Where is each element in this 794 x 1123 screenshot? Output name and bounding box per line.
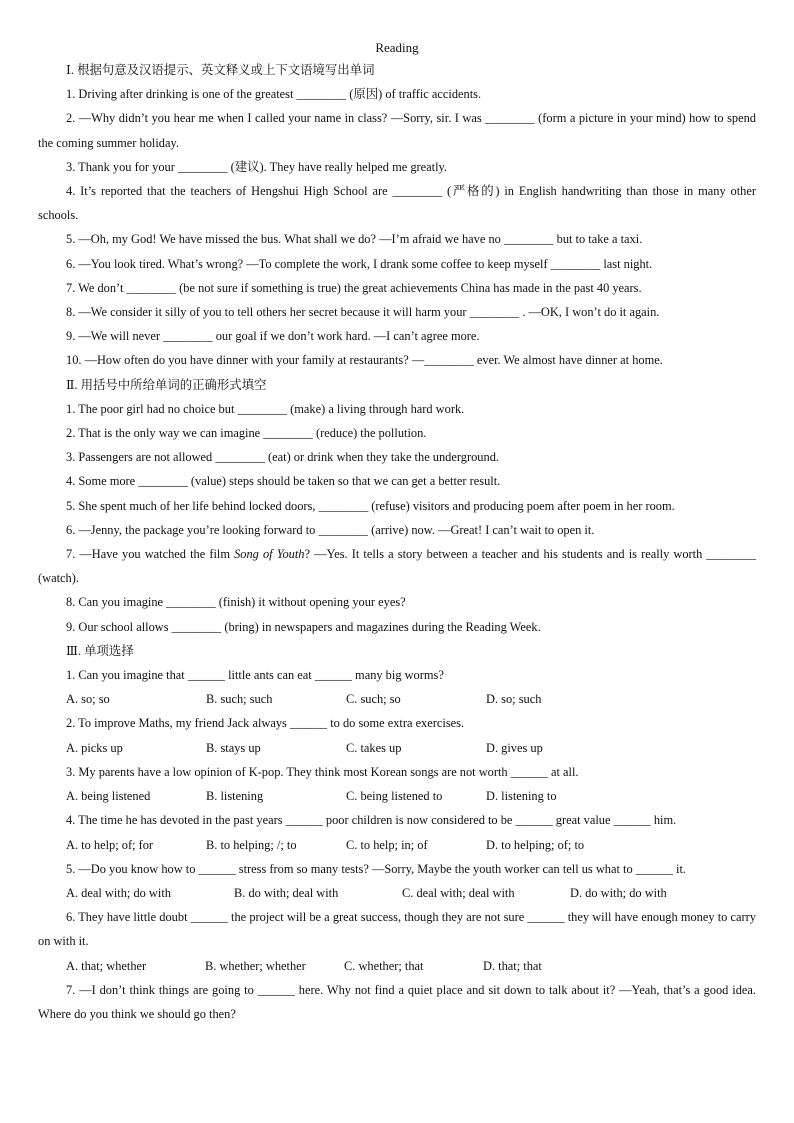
s1-item-5: 5. —Oh, my God! We have missed the bus. What shall we do? —I’m afraid we have no ________ but to take a taxi. (66, 232, 643, 247)
mc-question-1: 1. Can you imagine that ______ little ants can eat ______ many big worms? (66, 668, 444, 683)
mc-question-5: 5. —Do you know how to ______ stress from so many tests? —Sorry, Maybe the youth worker can tell us what to ______ it. (66, 861, 687, 876)
option-c: C. being listened to (346, 789, 443, 804)
mc-question-3: 3. My parents have a low opinion of K-pop. They think most Korean songs are not worth ______ at all. (66, 764, 579, 779)
mc-options-2 (38, 736, 756, 760)
option-a: A. so; so (66, 692, 110, 707)
option-b: B. such; such (206, 692, 273, 707)
document-title: Reading (375, 40, 419, 55)
option-c: C. to help; in; of (346, 837, 428, 852)
section-3-heading: Ⅲ. 单项选择 (66, 643, 134, 658)
s2-item-7-before: 7. —Have you watched the film (66, 547, 235, 562)
option-d: D. so; such (486, 692, 542, 707)
s1-item-1: 1. Driving after drinking is one of the greatest ________ (原因) of traffic accidents. (66, 87, 482, 102)
s2-item-1: 1. The poor girl had no choice but ________ (make) a living through hard work. (66, 401, 465, 416)
mc-question-2: 2. To improve Maths, my friend Jack always ______ to do some extra exercises. (66, 716, 465, 731)
s2-item-8: 8. Can you imagine ________ (finish) it without opening your eyes? (66, 595, 406, 610)
mc-question-4: 4. The time he has devoted in the past years ______ poor children is now considered to be ______ great value ______ him. (66, 813, 677, 828)
option-d: D. do with; do with (570, 885, 667, 900)
s1-item-6: 6. —You look tired. What’s wrong? —To complete the work, I drank some coffee to keep myself ________ last night. (66, 256, 653, 271)
option-c: C. deal with; deal with (402, 885, 515, 900)
option-b: B. whether; whether (205, 958, 306, 973)
s2-item-9: 9. Our school allows ________ (bring) in newspapers and magazines during the Reading Week. (66, 619, 541, 634)
document-page (38, 38, 756, 1026)
s2-item-4: 4. Some more ________ (value) steps should be taken so that we can get a better result. (66, 474, 501, 489)
option-c: C. takes up (346, 740, 402, 755)
option-d: D. that; that (483, 958, 542, 973)
option-a: A. being listened (66, 789, 151, 804)
mc-question-6: 6. They have little doubt ______ the project will be a great success, though they are not sure ______ they will have enough money to carry on with it. (38, 910, 756, 949)
mc-options-3 (38, 784, 756, 808)
mc-question-7: 7. —I don’t think things are going to ______ here. Why not find a quiet place and sit down to talk about it? —Yeah, that’s a good idea. Where do you think we should go then? (38, 982, 756, 1021)
mc-options-4 (38, 833, 756, 857)
section-1-heading: Ⅰ. 根据句意及汉语提示、英文释义或上下文语境写出单词 (66, 63, 375, 77)
s2-item-7-after: ? —Yes. It tells a story between a teacher and his students and is really worth ________ (watch). (38, 547, 756, 586)
s2-item-2: 2. That is the only way we can imagine ________ (reduce) the pollution. (66, 426, 427, 441)
option-a: A. picks up (66, 740, 123, 755)
mc-options-1 (38, 687, 756, 711)
option-b: B. to helping; /; to (206, 837, 297, 852)
s1-item-10: 10. —How often do you have dinner with your family at restaurants? —________ ever. We almost have dinner at home. (66, 353, 663, 368)
option-a: A. deal with; do with (66, 885, 171, 900)
mc-options-6 (38, 954, 756, 978)
option-c: C. whether; that (344, 958, 424, 973)
s2-item-3: 3. Passengers are not allowed ________ (eat) or drink when they take the underground. (66, 450, 499, 465)
s2-item-7 (38, 542, 756, 590)
s1-item-4: 4. It’s reported that the teachers of Hengshui High School are ________ (严格的) in English handwriting than those in many other schools. (38, 184, 756, 223)
option-a: A. to help; of; for (66, 837, 154, 852)
option-c: C. such; so (346, 692, 401, 707)
s1-item-3: 3. Thank you for your ________ (建议). They have really helped me greatly. (66, 159, 448, 174)
option-d: D. to helping; of; to (486, 837, 585, 852)
s2-item-6: 6. —Jenny, the package you’re looking forward to ________ (arrive) now. —Great! I can’t wait to open it. (66, 522, 595, 537)
s1-item-8: 8. —We consider it silly of you to tell others her secret because it will harm your ________ . —OK, I won’t do it again. (66, 305, 660, 320)
option-b: B. listening (206, 789, 264, 804)
s1-item-2: 2. —Why didn’t you hear me when I called your name in class? —Sorry, sir. I was ________ (form a picture in your mind) how to spend the coming summer holiday. (38, 111, 756, 150)
film-title: Song of Youth (234, 547, 305, 562)
option-b: B. do with; deal with (234, 885, 339, 900)
option-b: B. stays up (206, 740, 261, 755)
s1-item-9: 9. —We will never ________ our goal if we don’t work hard. —I can’t agree more. (66, 329, 480, 344)
mc-options-5 (38, 881, 756, 905)
s1-item-7: 7. We don’t ________ (be not sure if something is true) the great achievements China has made in the past 40 years. (66, 280, 642, 295)
option-a: A. that; whether (66, 958, 147, 973)
section-2-heading: Ⅱ. 用括号中所给单词的正确形式填空 (66, 377, 267, 392)
option-d: D. gives up (486, 740, 543, 755)
option-d: D. listening to (486, 789, 557, 804)
s2-item-5: 5. She spent much of her life behind locked doors, ________ (refuse) visitors and producing poem after poem in her room. (66, 498, 675, 513)
